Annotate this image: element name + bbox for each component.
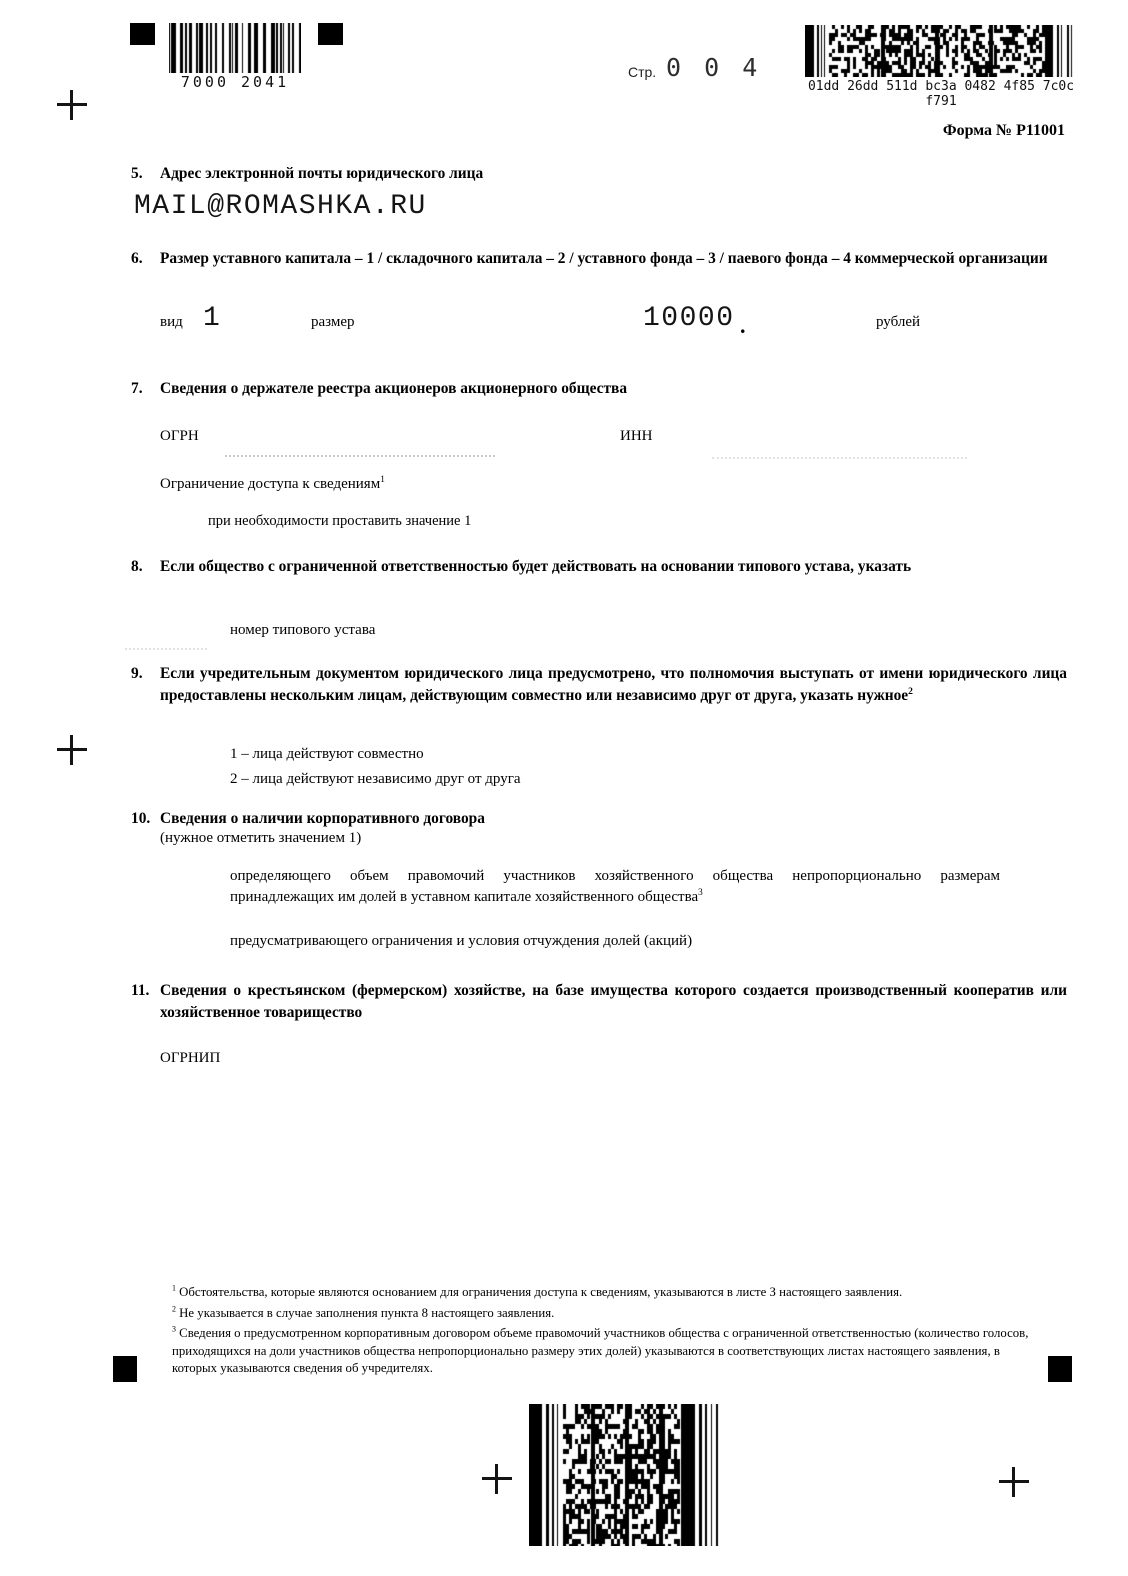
footnote-1-marker: 1 (172, 1283, 176, 1293)
corp-agreement-clause-1-text: определяющего объем правомочий участников хозяйственного общества непропорционально размерам принадлежащих им долей в уставном капитале хозяйственного общества (230, 868, 1000, 905)
charter-number-label: номер типового устава (230, 622, 376, 638)
section-7-title: Сведения о держателе реестра акционеров акционерного общества (160, 380, 628, 397)
decimal-point: . (740, 313, 746, 338)
cross-mark-top-left (57, 90, 87, 120)
matrix-barcode-top (805, 25, 1077, 77)
corp-agreement-clause-1 (230, 866, 1000, 908)
inn-label: ИНН (620, 428, 653, 444)
section-5 (131, 163, 1067, 185)
footnote-3 (172, 1325, 1040, 1378)
section-7 (131, 378, 1067, 400)
matrix-barcode-bottom (529, 1404, 722, 1546)
section-7-number: 7. (131, 380, 143, 397)
section-9-title (160, 663, 1067, 707)
section-10-subtitle: (нужное отметить значением 1) (160, 830, 362, 846)
footnote-2-text: Не указывается в случае заполнения пункта 8 настоящего заявления. (179, 1305, 555, 1320)
footnotes (172, 1284, 1040, 1378)
corp-agreement-clause-1-footnote-ref: 3 (698, 888, 703, 898)
section-9-title-text: Если учредительным документом юридического лица предусмотрено, что полномочия выступать от имени юридического лица предоставлены нескольким лицам, действующим совместно или независимо друг от друга, указать нужное (160, 665, 1067, 704)
linear-barcode-text: 7000 2041 (180, 73, 290, 91)
form-number: Форма № Р11001 (942, 122, 1065, 139)
restriction-label (160, 475, 385, 494)
restriction-label-text: Ограничение доступа к сведениям (160, 476, 381, 492)
section-6-number: 6. (131, 250, 143, 267)
section-10-title: Сведения о наличии корпоративного договора (160, 810, 485, 827)
section-5-title: Адрес электронной почты юридического лица (160, 165, 484, 182)
anchor-square-bottom-right (1048, 1356, 1072, 1382)
anchor-square-bottom-left (113, 1356, 137, 1382)
charter-number-field[interactable] (125, 648, 207, 650)
section-8-number: 8. (131, 558, 143, 575)
ogrn-input-field[interactable] (225, 455, 495, 457)
footnote-1-text: Обстоятельства, которые являются основанием для ограничения доступа к сведениям, указываются в листе З настоящего заявления. (179, 1285, 903, 1299)
section-9-number: 9. (131, 665, 143, 682)
section-10 (131, 808, 1067, 830)
restriction-hint: при необходимости проставить значение 1 (208, 513, 472, 529)
section-8 (131, 556, 1067, 578)
option-independently: 2 – лица действуют независимо друг от друга (230, 771, 521, 787)
cross-mark-mid-left (57, 735, 87, 765)
ogrn-label: ОГРН (160, 428, 199, 444)
option-jointly: 1 – лица действуют совместно (230, 746, 424, 762)
cross-mark-bottom-right (999, 1467, 1029, 1497)
section-9 (131, 663, 1067, 707)
section-11-number: 11. (131, 982, 150, 999)
section-6 (131, 248, 1067, 270)
corp-agreement-clause-2: предусматривающего ограничения и условия отчуждения долей (акций) (230, 933, 693, 949)
section-5-number: 5. (131, 165, 143, 182)
footnote-2-marker: 2 (172, 1304, 176, 1314)
linear-barcode (169, 23, 301, 73)
section-11-title: Сведения о крестьянском (фермерском) хозяйстве, на базе имущества которого создается производственный кооператив или хозяйственное товарищество (160, 982, 1067, 1021)
currency-label: рублей (876, 314, 921, 330)
inn-input-field[interactable] (712, 457, 967, 459)
restriction-footnote-ref: 1 (380, 475, 385, 485)
page-number-label: Стр. (628, 64, 657, 80)
capital-size-value-field[interactable]: 10000 (643, 303, 735, 334)
section-9-footnote-ref: 2 (908, 685, 913, 697)
section-8-title: Если общество с ограниченной ответственностью будет действовать на основании типового устава, указать (160, 558, 912, 575)
cross-mark-bottom-left (482, 1464, 512, 1494)
anchor-square-top-left-1 (130, 23, 155, 45)
matrix-barcode-text: 01dd 26dd 511d bc3a 0482 4f85 7c0c f791 (807, 79, 1075, 109)
footnote-3-text: Сведения о предусмотренном корпоративным договором объеме правомочий участников общества с ограниченной ответственностью (количество голосов, приходящихся на доли участников общества непропорционально размеру этих долей) указываются в соответствующих листах настоящего заявления, в которых указываются сведения об учредителях. (172, 1326, 1029, 1375)
capital-type-value-field[interactable]: 1 (203, 303, 222, 334)
ogrnip-label: ОГРНИП (160, 1050, 221, 1066)
anchor-square-top-left-2 (318, 23, 343, 45)
section-10-number: 10. (131, 810, 151, 827)
capital-size-label: размер (311, 314, 355, 330)
email-value-field[interactable]: MAIL@ROMASHKA.RU (134, 191, 427, 222)
section-6-title: Размер уставного капитала – 1 / складочного капитала – 2 / уставного фонда – 3 / паевого фонда – 4 коммерческой организации (160, 250, 1048, 267)
section-11 (131, 980, 1067, 1024)
capital-type-label: вид (160, 314, 183, 330)
footnote-2 (172, 1305, 1040, 1323)
page-number-value: 0 0 4 (666, 53, 762, 82)
footnote-1 (172, 1284, 1040, 1302)
footnote-3-marker: 3 (172, 1324, 176, 1334)
